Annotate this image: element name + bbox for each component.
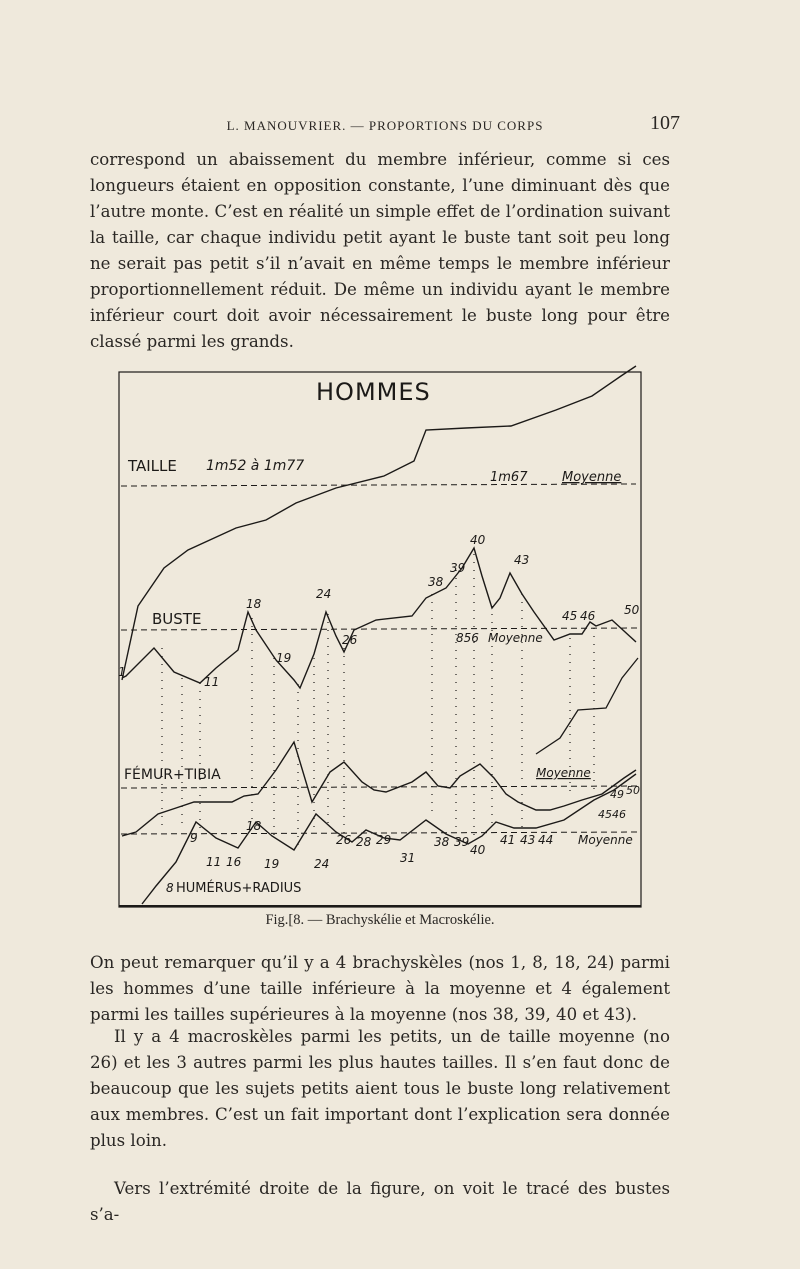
- humerus-number: 11: [206, 855, 222, 869]
- humerus-number: 18: [246, 819, 262, 833]
- paragraph-2: On peut remarquer qu’il y a 4 brachyskèles (nos 1, 8, 18, 24) parmi les hommes d’une taille inférieure à la moyenne et 4 également parmi les tailles supérieures à la moyenne (nos 38, 39, 40 et 43).: [90, 953, 670, 1024]
- humerus-number: 24: [314, 857, 330, 871]
- buste-mean-value: 856: [456, 631, 479, 645]
- humerus-moyenne-label: Moyenne: [578, 833, 633, 847]
- femur-number: 50: [626, 784, 640, 797]
- humerus-number: 43: [520, 833, 536, 847]
- buste-label: BUSTE: [152, 610, 202, 628]
- buste-number: 39: [450, 561, 466, 575]
- femur-mean-line: [121, 786, 641, 788]
- humerus-number: 26: [336, 833, 352, 847]
- buste-number: 19: [276, 651, 292, 665]
- buste-number: 1: [118, 665, 126, 679]
- paragraph-3: Il y a 4 macroskèles parmi les petits, un de taille moyenne (no 26) et les 3 autres parmi les plus hautes tailles. Il s’en faut donc de beaucoup que les sujets petits aient tous le buste long relativement aux membres. C’est un fait important dont l’explication sera donnée plus loin.: [90, 1027, 670, 1150]
- femur-number-labels: [598, 784, 640, 821]
- humerus-number: 28: [356, 835, 372, 849]
- figure-brachyskelie: [116, 358, 646, 913]
- figure-title: HOMMES: [316, 378, 431, 406]
- buste-mean-line: [121, 628, 641, 630]
- femur-number: 45: [598, 808, 612, 821]
- femur-right-curve: [536, 658, 638, 754]
- page-header: [90, 112, 680, 136]
- humerus-number: 29: [376, 833, 392, 847]
- humerus-number: 8: [166, 881, 174, 895]
- buste-number: 43: [514, 553, 530, 567]
- buste-number: 11: [204, 675, 220, 689]
- femur-moyenne-label: Moyenne: [536, 766, 591, 780]
- humerus-number: 41: [500, 833, 516, 847]
- running-head: L. MANOUVRIER. — PROPORTIONS DU CORPS: [226, 118, 544, 133]
- humerus-number: 19: [264, 857, 280, 871]
- buste-moyenne-label: Moyenne: [488, 631, 543, 645]
- femur-number: 46: [612, 808, 626, 821]
- taille-moyenne-label: Moyenne: [562, 470, 622, 485]
- humerus-number: 39: [454, 835, 470, 849]
- buste-number: 40: [470, 533, 486, 547]
- taille-range: 1m52 à 1m77: [206, 458, 305, 474]
- humerus-number: 40: [470, 843, 486, 857]
- humerus-number: 38: [434, 835, 450, 849]
- paragraph-4: Vers l’extrémité droite de la figure, on voit le tracé des bustes s’a-: [90, 1179, 670, 1224]
- femur-label: FÉMUR+TIBIA: [124, 767, 221, 783]
- humerus-number: 44: [538, 833, 554, 847]
- buste-number: 46: [580, 609, 596, 623]
- page-number: 107: [650, 112, 680, 134]
- figure-frame: [119, 372, 641, 907]
- taille-curve: [122, 366, 636, 680]
- dotted-verticals: [162, 554, 594, 848]
- taille-mean-label: 1m67: [490, 470, 528, 485]
- taille-label: TAILLE: [128, 457, 177, 475]
- buste-number: 24: [316, 587, 332, 601]
- humerus-number: 31: [400, 851, 416, 865]
- taille-mean-line: [121, 484, 636, 486]
- buste-number: 18: [246, 597, 262, 611]
- paragraph-1: correspond un abaissement du membre inférieur, comme si ces longueurs étaient en opposition constante, l’une diminuant dès que l’autre monte. C’est en réalité un simple effet de l’ordination suivant la taille, car chaque individu petit ayant le buste tant soit peu long ne serait pas petit s’il n’avait en même temps le membre inférieur proportionnellement réduit. De même un individu ayant le membre inférieur court doit avoir nécessairement le buste long pour être classé parmi les grands.: [90, 150, 670, 351]
- femur-number: 49: [610, 788, 624, 801]
- buste-number: 38: [428, 575, 444, 589]
- buste-number: 45: [562, 609, 578, 623]
- buste-number: 26: [342, 633, 358, 647]
- humerus-number: 16: [226, 855, 242, 869]
- humerus-number: 9: [190, 831, 198, 845]
- buste-number: 50: [624, 603, 640, 617]
- figure-graph: [116, 358, 646, 913]
- figure-caption: Fig.[8. — Brachyskélie et Macroskélie.: [265, 912, 495, 928]
- humerus-label: HUMÉRUS+RADIUS: [176, 881, 302, 896]
